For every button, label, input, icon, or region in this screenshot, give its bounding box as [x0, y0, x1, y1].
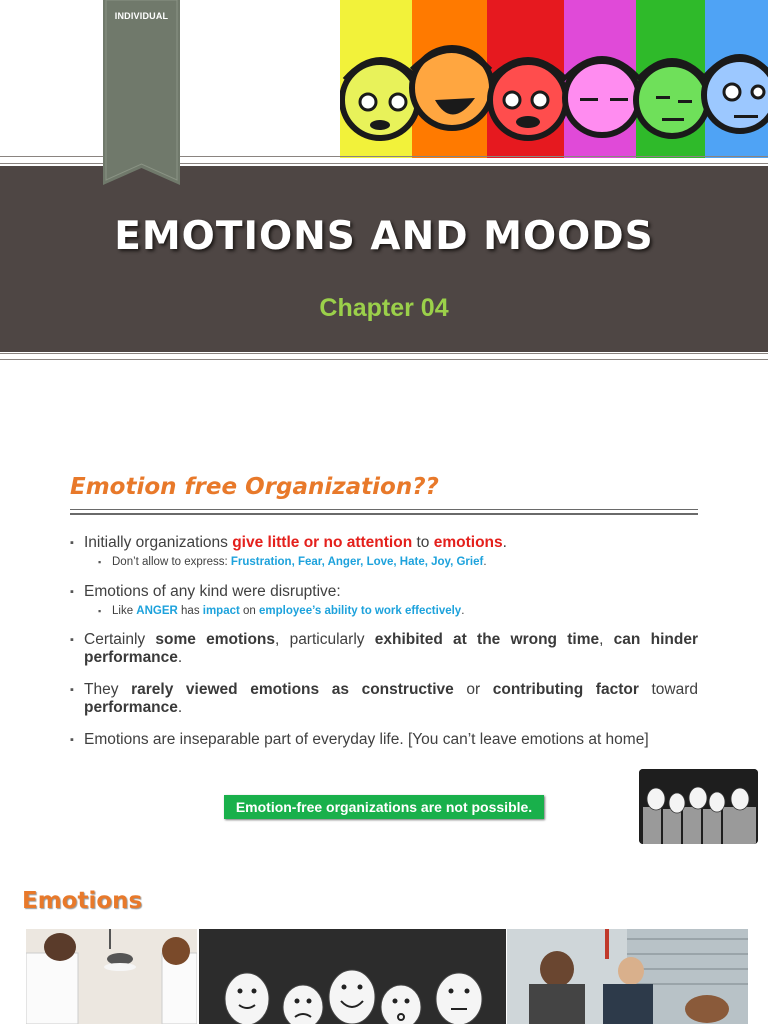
heading-rule: [70, 509, 698, 510]
bold-text: exhibited at the wrong time: [374, 631, 600, 648]
bold-text: performance: [84, 699, 178, 716]
emotion-masks-photo: [199, 929, 506, 1024]
text: Like: [112, 605, 137, 617]
emphasis-text: emotions: [433, 534, 503, 551]
callout-box: Emotion-free organizations are not possible.: [224, 795, 544, 819]
text: Emotions of any kind were disruptive:: [84, 583, 341, 600]
emphasis-text: impact: [202, 605, 240, 617]
text: .: [483, 556, 487, 568]
title-slide: [0, 0, 768, 362]
content-slide: [0, 362, 768, 864]
text: .: [461, 605, 465, 617]
sub-bullet-item: [98, 554, 698, 570]
text: to: [412, 534, 434, 551]
text: .: [177, 699, 183, 716]
bullet-item: [70, 731, 698, 749]
slide-title: EMOTIONS AND MOODS: [114, 214, 654, 259]
text: Emotions are inseparable part of everyday life. [You can’t leave emotions at home]: [84, 731, 649, 748]
bullet-item: [70, 681, 698, 717]
heading-rule: [70, 513, 698, 515]
bullet-item: [70, 583, 698, 601]
emphasis-text: ANGER: [136, 605, 178, 617]
bullet-item: [70, 534, 698, 552]
slide-heading: Emotions: [22, 888, 143, 914]
bold-text: some emotions: [155, 631, 276, 648]
bullet-item: [70, 631, 698, 667]
text: ,: [599, 631, 614, 648]
ribbon-bookmark: [103, 0, 180, 185]
title-band: [0, 166, 768, 352]
text: .: [502, 534, 507, 551]
text: Don’t allow to express:: [112, 556, 231, 568]
bullet-list: [70, 534, 698, 749]
ribbon-label: INDIVIDUAL: [114, 11, 169, 21]
text: toward: [638, 681, 698, 698]
slide-heading: Emotion free Organization??: [70, 474, 439, 500]
masks-photo: [639, 769, 758, 844]
divider-line: [0, 353, 768, 360]
office-photo: [26, 929, 197, 1024]
emphasis-text: Frustration, Fear, Anger, Love, Hate, Joy, Grief: [230, 556, 484, 568]
text: Initially organizations: [84, 534, 233, 551]
text: , particularly: [275, 631, 375, 648]
bold-text: contributing factor: [492, 681, 639, 698]
emphasis-text: employee’s ability to work effectively: [259, 605, 462, 617]
chapter-label: Chapter 04: [319, 294, 449, 322]
emphasis-text: give little or no attention: [232, 534, 413, 551]
bold-text: rarely viewed emotions as constructive: [131, 681, 454, 698]
text: They: [84, 681, 132, 698]
sub-bullet-item: [98, 603, 698, 619]
text: has: [177, 605, 203, 617]
text: or: [453, 681, 493, 698]
text: .: [177, 649, 183, 666]
text: Certainly: [84, 631, 156, 648]
text: on: [239, 605, 260, 617]
bold-text: can hinder performance: [84, 631, 698, 666]
emotions-slide: [0, 866, 768, 1024]
stress-office-photo: [507, 929, 748, 1024]
colorful-faces-image: [340, 0, 768, 158]
